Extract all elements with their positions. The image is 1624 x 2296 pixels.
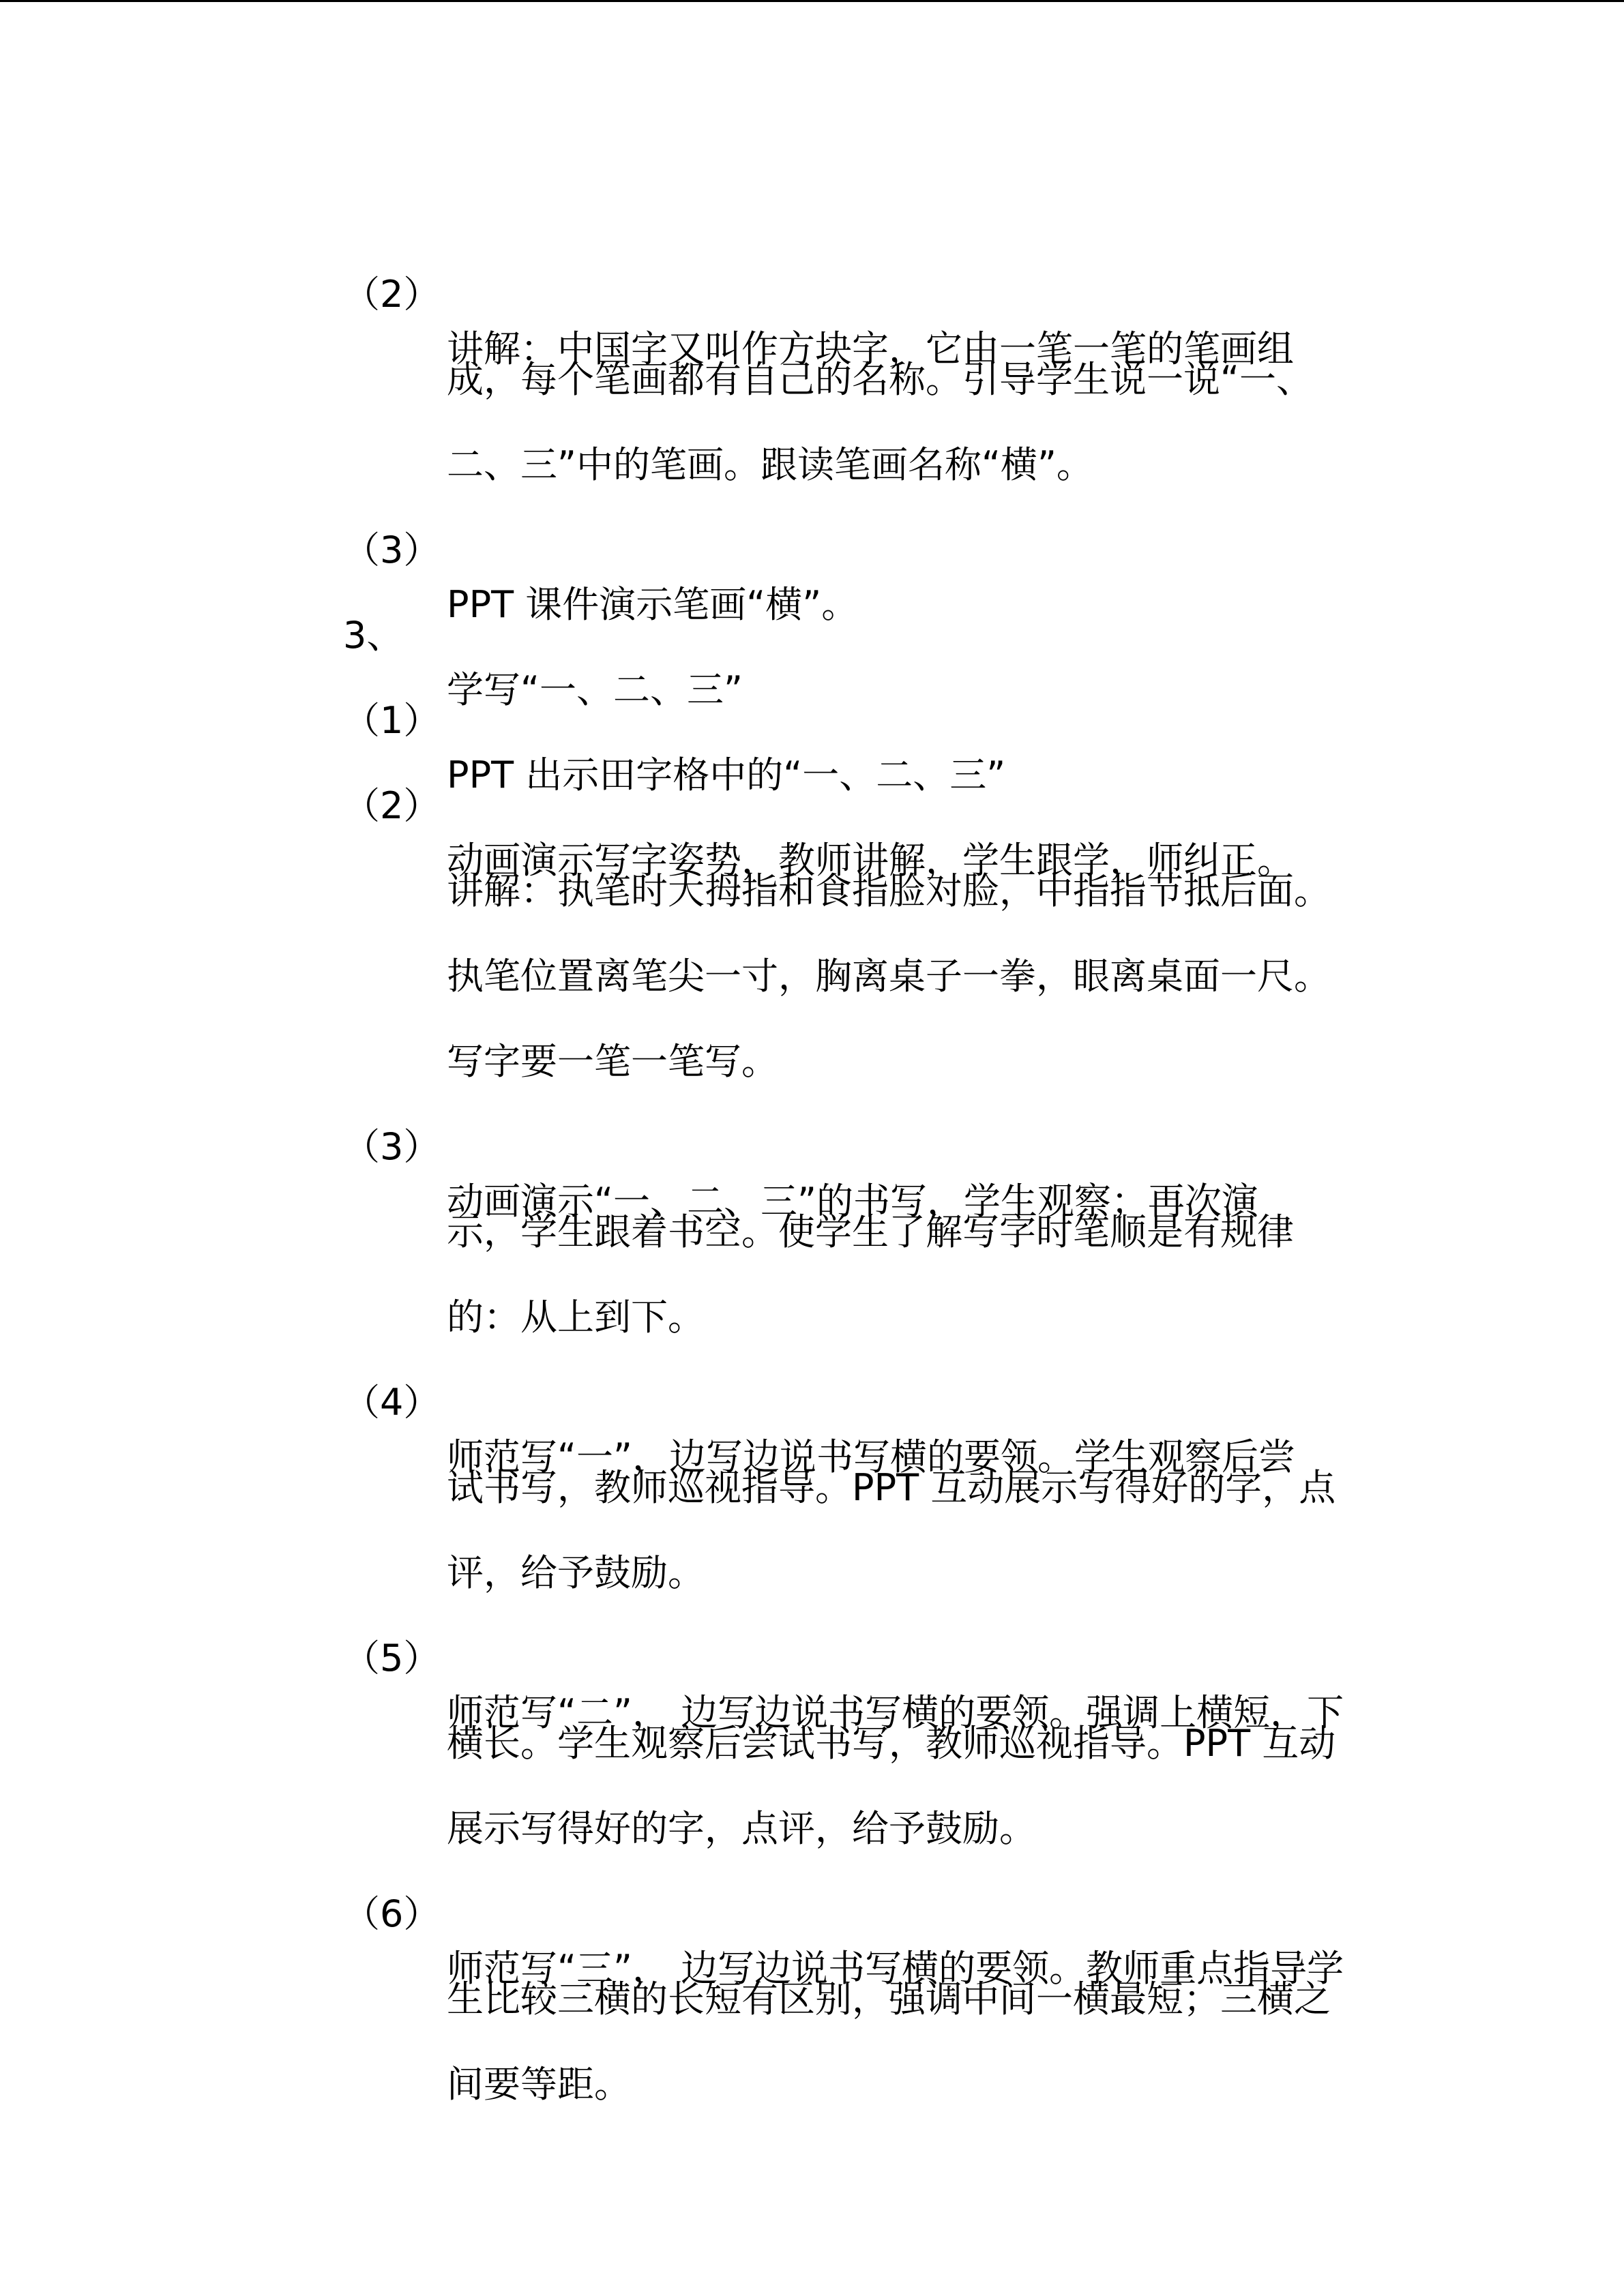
item-text: 横长。学生观察后尝试书写，教师巡视指导。PPT 互动 — [447, 1722, 1336, 1765]
item-text: 展示写得好的字，点评，给予鼓励。 — [447, 1807, 1036, 1850]
item-marker: （6） — [343, 1892, 441, 1935]
list-item-continuation — [0, 1491, 705, 1594]
list-item-continuation — [0, 2003, 631, 2106]
item-text: 写字要一笔一笔写。 — [447, 1040, 778, 1083]
item-marker: （1） — [343, 699, 441, 742]
item-marker: （4） — [343, 1381, 441, 1424]
item-text: 间要等距。 — [447, 2063, 631, 2106]
item-text: 生比较三横的长短有区别，强调中间一横最短；三横之 — [447, 1978, 1331, 2021]
item-text: 执笔位置离笔尖一寸，胸离桌子一拳，眼离桌面一尺。 — [447, 955, 1331, 998]
list-item-continuation — [0, 980, 778, 1083]
item-text: 师范写“二”， 边写边说书写横的要领。强调上横短，下 — [447, 1691, 1344, 1734]
section-number: 3、 — [343, 614, 404, 657]
item-marker: （3） — [343, 528, 441, 571]
item-text: PPT 课件演示笔画“横”。 — [447, 583, 859, 626]
item-text: 评，给予鼓励。 — [447, 1551, 705, 1594]
item-text: 动画演示写字姿势，教师讲解，学生跟学，师纠正。 — [447, 839, 1294, 882]
item-text: 的：从上到下。 — [447, 1296, 705, 1339]
item-text: 讲解：中国字又叫作方块字，它由一笔一笔的笔画组 — [447, 327, 1294, 370]
section-title: 学写“一、二、三” — [447, 668, 743, 711]
list-item — [0, 1065, 1258, 1223]
item-text: 师范写“一”，边写边说书写横的要领。学生观察后尝 — [447, 1435, 1295, 1478]
item-text: 试书写，教师巡视指导。PPT 互动展示写得好的字，点 — [447, 1466, 1336, 1509]
list-item — [0, 213, 1294, 370]
list-item — [0, 1577, 1344, 1734]
item-text: 示，学生跟着书空。使学生了解写字时笔顺是有规律 — [447, 1210, 1294, 1253]
item-marker: （2） — [343, 273, 441, 316]
item-text: 师范写“三”， 边写边说书写横的要领。教师重点指导学 — [447, 1947, 1344, 1990]
list-item-continuation — [0, 895, 1331, 998]
list-item-continuation — [0, 1747, 1036, 1850]
list-item — [0, 1321, 1295, 1478]
list-item-continuation — [0, 383, 1093, 486]
list-item-continuation — [0, 1236, 705, 1339]
item-text: 二、三”中的笔画。跟读笔画名称“横”。 — [447, 443, 1093, 486]
item-text: 讲解：执笔时大拇指和食指脸对脸，中指指节抵后面。 — [447, 869, 1331, 912]
page-top-border — [0, 0, 1624, 2]
list-item — [0, 468, 859, 626]
item-text: 成，每个笔画都有自己的名称。引导学生说一说“一、 — [447, 358, 1313, 401]
item-marker: （5） — [343, 1637, 441, 1680]
item-marker: （3） — [343, 1125, 441, 1168]
list-item — [0, 1832, 1344, 1990]
item-text: 动画演示“一、二、三”的书写，学生观察；再次演 — [447, 1180, 1258, 1223]
item-marker: （2） — [343, 784, 441, 827]
item-text: PPT 出示田字格中的“一、二、三” — [447, 754, 1006, 796]
